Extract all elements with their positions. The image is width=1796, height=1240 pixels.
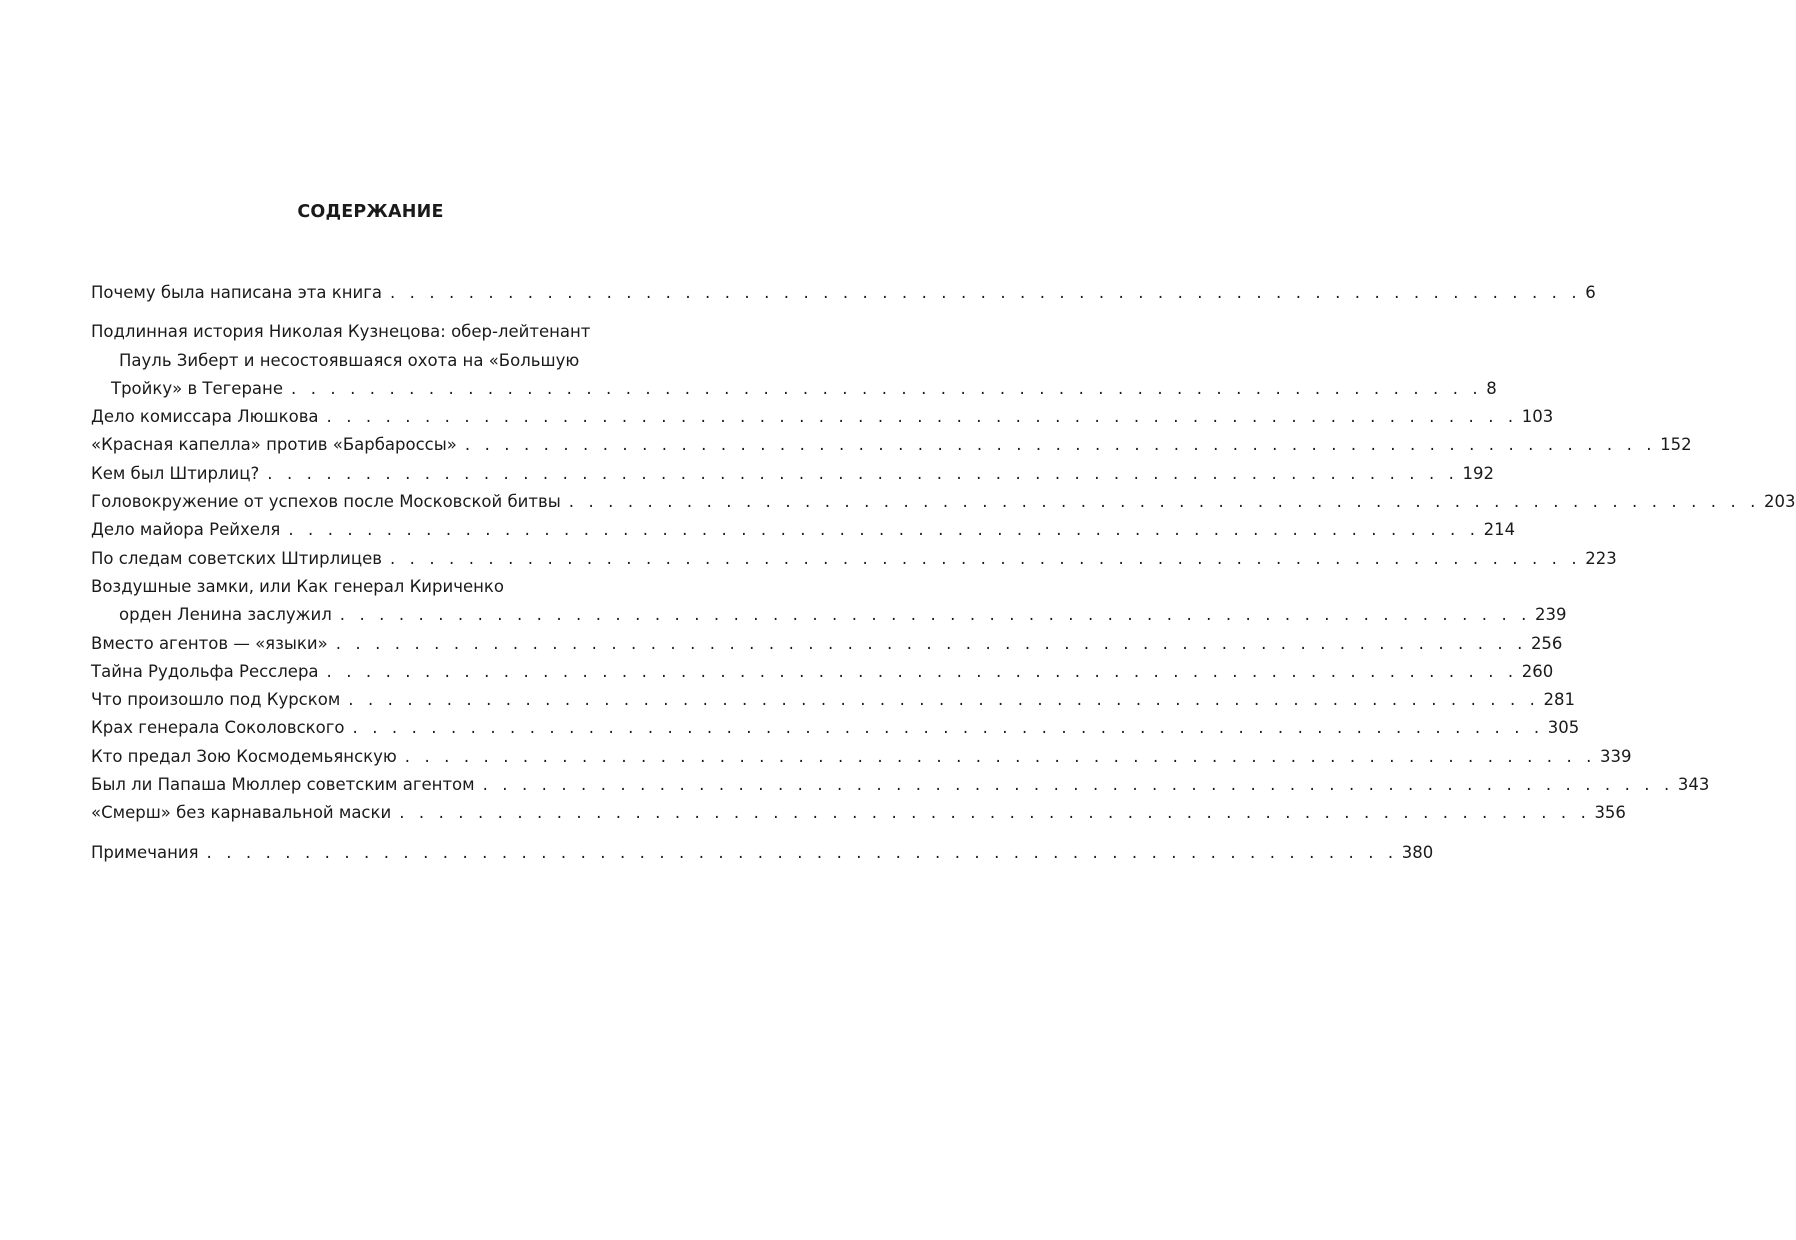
toc-entry-title: Дело майора Рейхеля (91, 520, 281, 540)
toc-entry[interactable] (91, 686, 1575, 714)
toc-entry-page: 223 (1585, 548, 1617, 568)
toc-entry-page: 8 (1486, 378, 1497, 398)
toc-entry-page: 103 (1521, 407, 1554, 427)
toc-entry-page: 152 (1660, 435, 1692, 455)
toc-entry-page: 356 (1594, 803, 1626, 823)
toc-entry[interactable] (91, 318, 1497, 403)
toc-entry-title: Крах генерала Соколовского (91, 718, 345, 738)
dot-leader: . . . . . . . . . . . . . . . . . . . . . . . . . . . . . . . . . . . . . . . . . . . . . . . . . . . . . . . . . . . . . (568, 492, 1760, 512)
table-of-contents (91, 279, 1796, 867)
toc-entry-page: 214 (1483, 520, 1516, 540)
dot-leader: . . . . . . . . . . . . . . . . . . . . . . . . . . . . . . . . . . . . . . . . . . . . . . . . . . . . . . . . . . . . . (482, 775, 1674, 795)
toc-entry[interactable] (91, 488, 1796, 516)
toc-entry[interactable] (91, 460, 1494, 488)
toc-entry[interactable] (91, 743, 1632, 771)
toc-entry[interactable] (91, 839, 1434, 867)
toc-entry-title: Примечания (91, 842, 199, 862)
toc-entry-page: 6 (1585, 283, 1596, 302)
dot-leader: . . . . . . . . . . . . . . . . . . . . . . . . . . . . . . . . . . . . . . . . . . . . . . . . . . . . . . . . . . . . . (326, 407, 1518, 427)
toc-entry-page: 239 (1535, 605, 1567, 625)
toc-entry-title: Был ли Папаша Мюллер советским агентом (91, 775, 475, 795)
dot-leader: . . . . . . . . . . . . . . . . . . . . . . . . . . . . . . . . . . . . . . . . . . . . . . . . . . . . . . . . . . . . . (291, 378, 1483, 398)
toc-entry[interactable] (91, 799, 1626, 827)
toc-entry[interactable] (91, 630, 1563, 658)
dot-leader: . . . . . . . . . . . . . . . . . . . . . . . . . . . . . . . . . . . . . . . . . . . . . . . . . . . . . . . . . . . . . (288, 520, 1480, 540)
dot-leader: . . . . . . . . . . . . . . . . . . . . . . . . . . . . . . . . . . . . . . . . . . . . . . . . . . . . . . . . . . . . . (267, 463, 1459, 483)
dot-leader: . . . . . . . . . . . . . . . . . . . . . . . . . . . . . . . . . . . . . . . . . . . . . . . . . . . . . . . . . . . . . (206, 842, 1398, 862)
toc-entry-title: Дело комиссара Люшкова (91, 407, 319, 427)
toc-entry-title: Головокружение от успехов после Московской битвы (91, 492, 561, 512)
toc-entry[interactable] (91, 714, 1580, 742)
toc-entry-page: 305 (1547, 718, 1580, 738)
toc-entry-title: Тройку» в Тегеране (111, 378, 283, 398)
toc-entry[interactable] (91, 573, 1567, 630)
dot-leader: . . . . . . . . . . . . . . . . . . . . . . . . . . . . . . . . . . . . . . . . . . . . . . . . . . . . . . . . . . . . . (404, 746, 1596, 766)
toc-entry[interactable] (91, 403, 1554, 431)
toc-entry-title: По следам советских Штирлицев (91, 548, 382, 568)
toc-entry[interactable] (91, 545, 1617, 573)
toc-entry-page: 380 (1401, 842, 1434, 862)
toc-entry-title: орден Ленина заслужил (119, 605, 332, 625)
toc-entry-title: Что произошло под Курском (91, 690, 341, 710)
toc-entry-title-line: Пауль Зиберт и несостоявшаяся охота на «Большую (119, 350, 580, 370)
page-title: СОДЕРЖАНИЕ (297, 202, 444, 222)
dot-leader: . . . . . . . . . . . . . . . . . . . . . . . . . . . . . . . . . . . . . . . . . . . . . . . . . . . . . . . . . . . . . (348, 690, 1540, 710)
toc-entry-title: Почему была написана эта книга (91, 283, 382, 302)
dot-leader: . . . . . . . . . . . . . . . . . . . . . . . . . . . . . . . . . . . . . . . . . . . . . . . . . . . . . . . . . . . . . (326, 661, 1518, 681)
toc-entry-page: 281 (1543, 690, 1575, 710)
toc-entry-title: «Смерш» без карнавальной маски (91, 803, 392, 823)
toc-entry-title-line: Воздушные замки, или Как генерал Кириченко (91, 576, 504, 596)
toc-entry-title: Тайна Рудольфа Ресслера (91, 661, 319, 681)
toc-entry[interactable] (91, 771, 1710, 799)
toc-entry-page: 343 (1677, 775, 1710, 795)
dot-leader: . . . . . . . . . . . . . . . . . . . . . . . . . . . . . . . . . . . . . . . . . . . . . . . . . . . . . . . . . . . . . (389, 283, 1582, 302)
toc-entry[interactable] (91, 431, 1692, 459)
toc-entry-title: «Красная капелла» против «Барбароссы» (91, 435, 457, 455)
toc-entry-page: 260 (1521, 661, 1554, 681)
toc-entry[interactable] (91, 658, 1554, 686)
dot-leader: . . . . . . . . . . . . . . . . . . . . . . . . . . . . . . . . . . . . . . . . . . . . . . . . . . . . . . . . . . . . . (389, 548, 1582, 568)
toc-entry-title: Кто предал Зою Космодемьянскую (91, 746, 397, 766)
toc-entry-title: Кем был Штирлиц? (91, 463, 260, 483)
toc-entry-page: 339 (1600, 746, 1632, 766)
toc-entry-page: 192 (1462, 463, 1494, 483)
toc-entry[interactable] (91, 279, 1596, 307)
dot-leader: . . . . . . . . . . . . . . . . . . . . . . . . . . . . . . . . . . . . . . . . . . . . . . . . . . . . . . . . . . . . . (399, 803, 1591, 823)
toc-entry-title-line: Подлинная история Николая Кузнецова: обер-лейтенант (91, 322, 591, 342)
toc-entry-title: Вместо агентов — «языки» (91, 633, 328, 653)
toc-entry-page: 256 (1530, 633, 1563, 653)
toc-entry-page: 203 (1764, 492, 1796, 512)
dot-leader: . . . . . . . . . . . . . . . . . . . . . . . . . . . . . . . . . . . . . . . . . . . . . . . . . . . . . . . . . . . . . (464, 435, 1657, 455)
dot-leader: . . . . . . . . . . . . . . . . . . . . . . . . . . . . . . . . . . . . . . . . . . . . . . . . . . . . . . . . . . . . . (339, 605, 1532, 625)
toc-entry[interactable] (91, 516, 1516, 544)
dot-leader: . . . . . . . . . . . . . . . . . . . . . . . . . . . . . . . . . . . . . . . . . . . . . . . . . . . . . . . . . . . . . (352, 718, 1544, 738)
dot-leader: . . . . . . . . . . . . . . . . . . . . . . . . . . . . . . . . . . . . . . . . . . . . . . . . . . . . . . . . . . . . . (335, 633, 1527, 653)
